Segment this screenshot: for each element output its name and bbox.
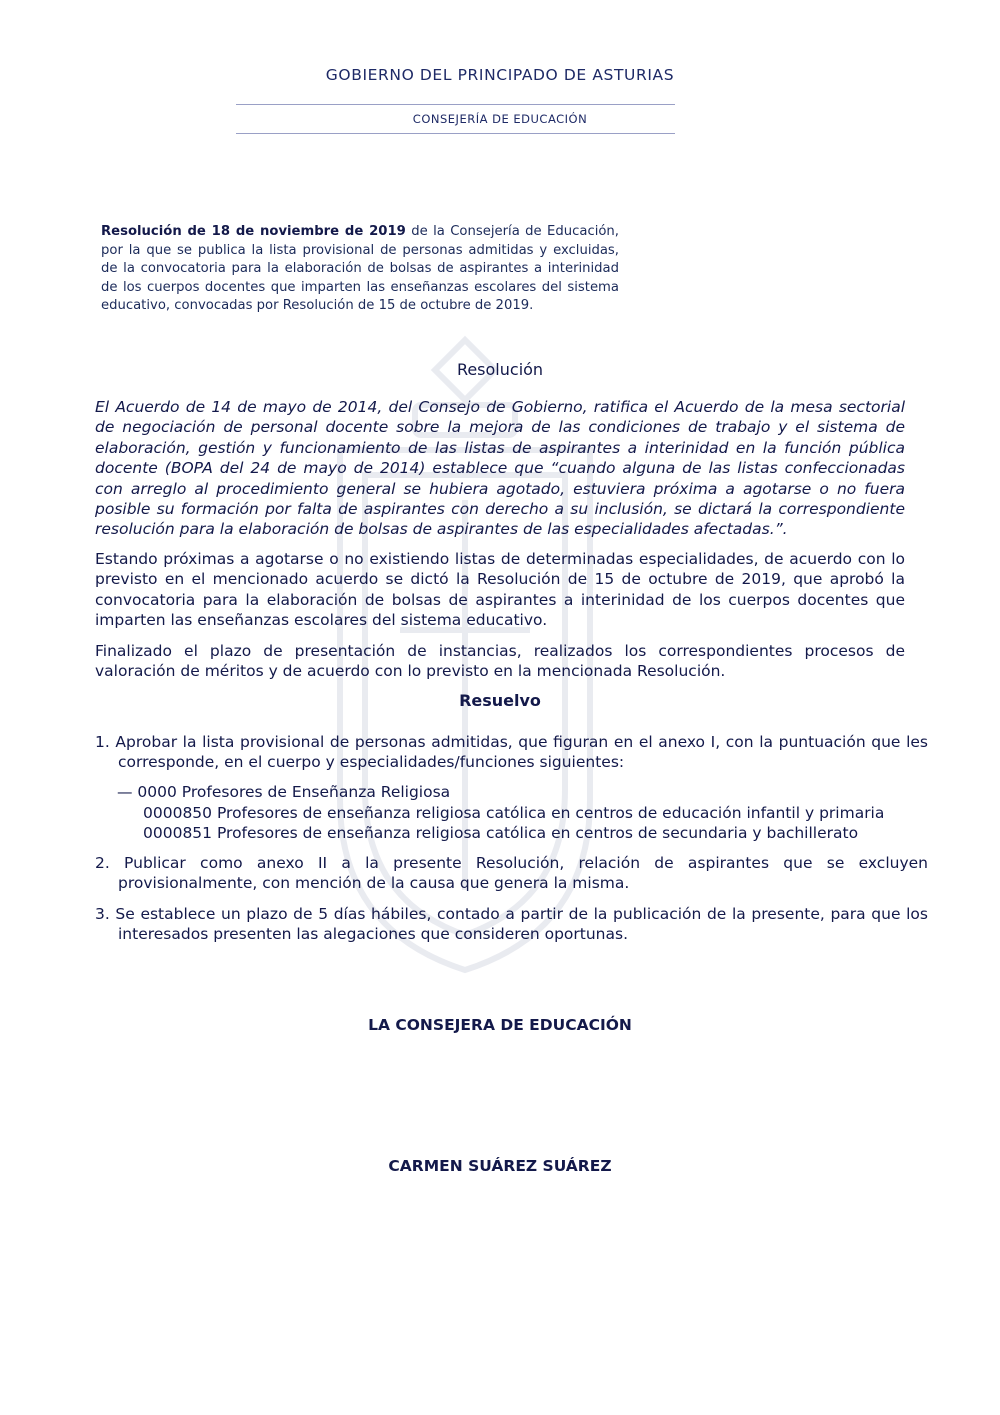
especialidad-0000851: 0000851 Profesores de enseñanza religiosa católica en centros de secundaria y bachillerato (143, 824, 859, 842)
header-title: GOBIERNO DEL PRINCIPADO DE ASTURIAS (325, 66, 675, 84)
summary-text: de la Consejería de Educación, por la que se publica la lista provisional de personas admitidas y excluidas, de la convocatoria para la elaboración de bolsas de aspirantes a interinidad de los cuerpos docentes que imparten las enseñanzas escolares del sistema educativo, convocadas por Resolución de 15 de octubre de 2019. (101, 224, 619, 313)
resolucion-heading: Resolución (456, 360, 544, 379)
item-3: 3. Se establece un plazo de 5 días hábiles, contado a partir de la publicación de la presente, para que los interesados presenten las alegaciones que consideren oportunas. (95, 905, 928, 944)
resolution-summary (101, 223, 619, 316)
header-rule-bottom (236, 133, 675, 134)
item-1: 1. Aprobar la lista provisional de personas admitidas, que figuran en el anexo I, con la puntuación que les corresponde, en el cuerpo y especialidades/funciones siguientes: (95, 733, 928, 772)
paragraph-acuerdo: El Acuerdo de 14 de mayo de 2014, del Consejo de Gobierno, ratifica el Acuerdo de la mesa sectorial de negociación de personal docente sobre la mejora de las condiciones de trabajo y el sistema de elaboración, gestión y funcionamiento de las listas de aspirantes a interinidad en la función pública docente (BOPA del 24 de mayo de 2014) establece que “cuando alguna de las listas confeccionadas con arreglo al procedimiento general se hubiera agotado, estuviera próxima a agotarse o no fuera posible su formación por falta de aspirantes con derecho a su inclusión, se dictará la correspondiente resolución para la elaboración de bolsas de aspirantes de las especialidades afectadas.”. (95, 398, 905, 539)
item-2: 2. Publicar como anexo II a la presente Resolución, relación de aspirantes que se excluyen provisionalmente, con mención de la causa que genera la misma. (95, 854, 928, 893)
signature-role: LA CONSEJERA DE EDUCACIÓN (368, 1016, 632, 1034)
header-rule-top (236, 104, 675, 105)
paragraph-finalizado: Finalizado el plazo de presentación de instancias, realizados los correspondientes procesos de valoración de méritos y de acuerdo con lo previsto en la mencionada Resolución. (95, 642, 905, 681)
resuelvo-heading: Resuelvo (459, 691, 541, 710)
signature-name: CARMEN SUÁREZ SUÁREZ (388, 1157, 612, 1175)
summary-bold-lead: Resolución de 18 de noviembre de 2019 (101, 224, 406, 239)
cuerpo-line: — 0000 Profesores de Enseñanza Religiosa (117, 783, 451, 801)
especialidad-0000850: 0000850 Profesores de enseñanza religiosa católica en centros de educación infantil y primaria (143, 804, 885, 822)
paragraph-estando: Estando próximas a agotarse o no existiendo listas de determinadas especialidades, de acuerdo con lo previsto en el mencionado acuerdo se dictó la Resolución de 15 de octubre de 2019, que aprobó la convocatoria para la elaboración de bolsas de aspirantes a interinidad de los cuerpos docentes que imparten las enseñanzas escolares del sistema educativo. (95, 550, 905, 630)
header-subtitle: CONSEJERÍA DE EDUCACIÓN (412, 112, 588, 126)
